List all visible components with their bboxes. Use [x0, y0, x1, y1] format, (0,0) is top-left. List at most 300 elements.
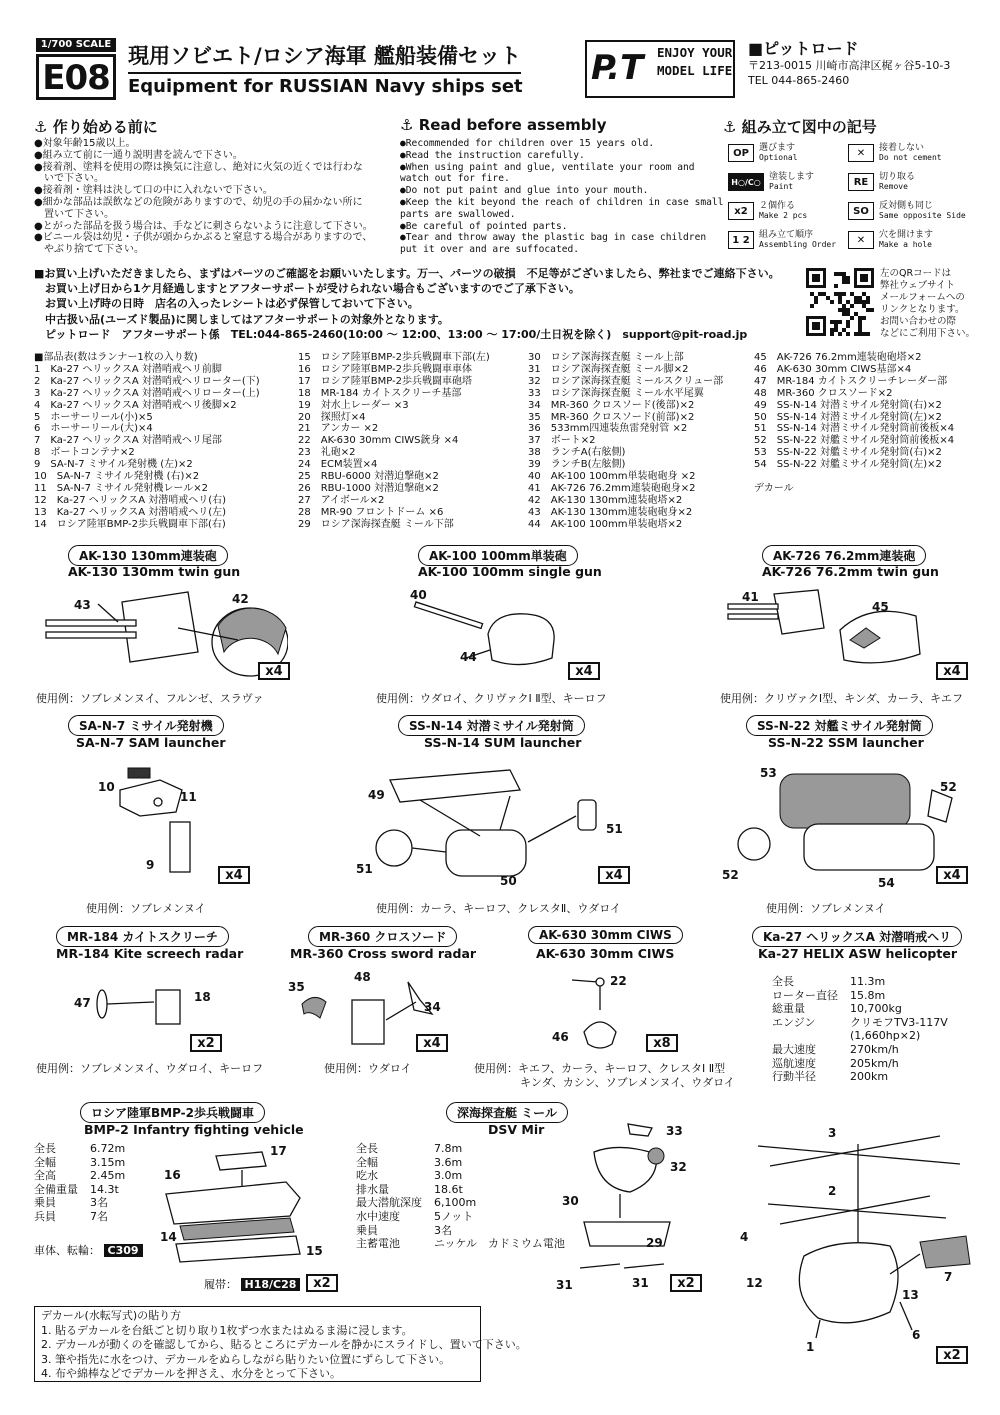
spec-cell: クリモフTV3-117V [850, 1015, 948, 1029]
symbol-legend-icon: RE [848, 173, 874, 191]
mr184-callout-47: 47 [74, 996, 91, 1010]
spec-cell: 最大速度 [772, 1042, 816, 1056]
mr360-arrow [386, 1002, 416, 1020]
ssn14-arrow-1 [420, 800, 480, 836]
san7-usage: 使用例：ソブレメンヌイ [86, 902, 206, 915]
symbol-legend-icon: SO [848, 202, 874, 220]
parts-list-item: 18 MR-184 カイトスクリーチ基部 [298, 387, 462, 399]
caution-item: ●Do not put paint and glue into your mouth. [400, 185, 649, 197]
qr-text-line: 弊社ウェブサイト [880, 280, 955, 291]
parts-list-item: 5 ホーサーリール(小)×5 [34, 411, 153, 423]
caution-item: ●Recommended for children over 15 years old. [400, 138, 655, 149]
ak100-qty-badge: x4 [568, 662, 600, 680]
ka27-diagram [740, 1124, 976, 1354]
symbol-legend-row [728, 225, 846, 254]
ka27-title-en: Ka-27 HELIX ASW helicopter [758, 946, 957, 961]
ssn22-callout-54: 54 [878, 876, 895, 890]
parts-list-item: 44 AK-100 100mm単装砲塔×2 [528, 518, 683, 530]
spec-row [772, 1029, 960, 1043]
symbol-legend-row [848, 225, 970, 254]
spec-row [356, 1183, 577, 1197]
symbol-legend-jp: 塗装します [769, 171, 815, 182]
symbols-heading-text: 組み立て図中の記号 [741, 118, 877, 136]
parts-list-item: 8 ボートコンテナ×2 [34, 447, 135, 459]
notice-line: お買い上げ時の日時 店名の入ったレシートは必ず保管しておいて下さい。 [34, 297, 419, 311]
ka27-rotor-lower [768, 1204, 946, 1218]
mr184-base [156, 990, 180, 1024]
ssn22-end-plate-right [928, 790, 952, 822]
company-address [748, 58, 950, 88]
bmp2-body-label: 車体、転輪： [34, 1244, 100, 1257]
before-en-heading-text: Read before assembly [418, 116, 607, 134]
spec-cell: 7.8m [434, 1142, 463, 1155]
ak630-callout-22: 22 [610, 974, 627, 988]
symbol-legend-icon: ✕ [848, 231, 874, 249]
ka27-qty-badge: x2 [936, 1346, 968, 1364]
mr360-qty-badge: x4 [416, 1034, 448, 1052]
ka27-callout-7: 7 [944, 1270, 953, 1284]
ak130-title-en: AK-130 130mm twin gun [68, 564, 241, 579]
anchor-icon: ⚓ [34, 118, 48, 136]
qr-text-line: 左のQRコードは [880, 268, 952, 279]
ak726-barrel-upper [728, 604, 778, 609]
mr360-front-antenna [302, 997, 326, 1018]
notice-line: 中古扱い品(ユーズド製品)に関しましてはアフターサポートの対象外となります。 [34, 312, 449, 326]
parts-list-item: 13 Ka-27 ヘリックスA 対潜哨戒ヘリ(左) [34, 506, 227, 518]
parts-list-item: 22 AK-630 30mm CIWS銃身 ×4 [298, 435, 459, 447]
spec-row [34, 1142, 137, 1156]
parts-list-item: 52 SS-N-22 対艦ミサイル発射筒前後板×4 [754, 435, 955, 447]
mr184-usage: 使用例：ソブレメンヌイ、ウダロイ、キーロフ [36, 1062, 264, 1075]
parts-list-item: 43 AK-130 130mm連装砲砲身×2 [528, 506, 693, 518]
caution-item: ●Read the instruction carefully. [400, 149, 585, 161]
mr360-callout-34: 34 [424, 1000, 441, 1014]
caution-item: いで下さい。 [34, 173, 104, 185]
san7-qty-badge: x4 [218, 866, 250, 884]
san7-callout-10: 10 [98, 780, 115, 794]
parts-list-item: 46 AK-630 30mm CIWS基部×4 [754, 363, 912, 375]
ak630-qty-badge: x8 [646, 1034, 678, 1052]
ssn14-callout-51a: 51 [606, 822, 623, 836]
spec-cell: 5ノット [434, 1209, 474, 1223]
symbols-left [728, 138, 846, 254]
logo-slogan [657, 44, 732, 80]
parts-list-item: 12 Ka-27 ヘリックスA 対潜哨戒ヘリ(右) [34, 494, 227, 506]
parts-list-item: 37 ボート×2 [528, 435, 596, 447]
parts-list-item: 17 ロシア陸軍BMP-2歩兵戦闘車砲塔 [298, 375, 472, 387]
parts-list-item: 48 MR-360 クロスソード×2 [754, 387, 893, 399]
mir-skid-right [624, 1264, 664, 1268]
anchor-icon: ⚓ [400, 116, 414, 134]
mir-title-jp: 深海探査艇 ミール [446, 1102, 568, 1123]
parts-list-item: 7 Ka-27 ヘリックスA 対潜哨戒ヘリ尾部 [34, 435, 222, 447]
ka27-callout-1: 1 [806, 1340, 815, 1354]
spec-row [356, 1169, 577, 1183]
ak726-callout-41: 41 [742, 590, 759, 604]
qr-description [880, 268, 975, 340]
ssn22-callout-52b: 52 [722, 868, 739, 882]
spec-cell: 全長 [356, 1142, 378, 1155]
tel-line: TEL 044-865-2460 [748, 74, 850, 87]
ssn14-title-jp: SS-N-14 対潜ミサイル発射筒 [398, 715, 585, 736]
spec-row [356, 1224, 577, 1238]
parts-list-item: 28 MR-90 フロントドーム ×6 [298, 506, 444, 518]
caution-item: 置いて下さい。 [34, 208, 114, 220]
ssn14-arrow-2 [500, 796, 510, 830]
parts-list-item: 53 SS-N-22 対艦ミサイル発射筒(右)×2 [754, 447, 942, 459]
symbol-legend-en: Optional [759, 152, 798, 162]
ak100-usage: 使用例：ウダロイ、クリヴァクⅠ Ⅱ型、キーロフ [376, 692, 607, 705]
ak726-title-jp: AK-726 76.2mm連装砲 [762, 545, 926, 566]
parts-list-item: 49 SS-N-14 対潜ミサイル発射筒(右)×2 [754, 399, 942, 411]
spec-cell: 11.3m [850, 975, 886, 988]
symbol-legend-jp: 穴を開けます [879, 229, 934, 240]
mir-qty-badge: x2 [670, 1274, 702, 1292]
ak630-usage-line1: 使用例：キエフ、カーラ、キーロフ、クレスタⅠ Ⅱ型 [474, 1062, 726, 1075]
bmp2-track-code: H18/C28 [241, 1278, 301, 1291]
bmp2-track-paint [204, 1276, 300, 1292]
spec-cell: 全幅 [34, 1155, 56, 1169]
mir-screw [648, 1148, 664, 1164]
parts-list-item: 41 AK-726 76.2mm連装砲砲身×2 [528, 482, 696, 494]
san7-callout-11: 11 [180, 790, 197, 804]
symbol-legend-en: Remove [879, 181, 908, 191]
qr-text-line: リンクとなります。 [880, 304, 965, 315]
bmp2-track-label: 履帯： [204, 1278, 237, 1291]
spec-row [34, 1196, 137, 1210]
before-en-list [400, 138, 723, 256]
symbol-legend-en: Do not cement [879, 152, 942, 162]
qr-text-line: お問い合わせの際 [880, 316, 957, 327]
parts-list-item: 47 MR-184 カイトスクリーチレーダー部 [754, 375, 948, 387]
decal-step: 4. 布や綿棒などでデカールを押さえ、水分をとって下さい。 [41, 1367, 341, 1381]
symbol-legend-text [879, 201, 966, 221]
ssn22-callout-52a: 52 [940, 780, 957, 794]
caution-item: parts are swallowed. [400, 208, 516, 220]
parts-list-item: デカール [754, 482, 794, 494]
ssn14-side-plate [578, 800, 596, 830]
ak100-title-en: AK-100 100mm single gun [418, 564, 602, 579]
ssn14-diagram [360, 760, 620, 890]
parts-list-item: 24 ECM装置×4 [298, 459, 378, 471]
symbol-legend-row [728, 138, 846, 167]
spec-cell: 全高 [34, 1169, 56, 1183]
spec-cell: 3名 [434, 1223, 452, 1237]
bmp2-turret [216, 1152, 266, 1170]
symbol-legend-row [848, 167, 970, 196]
ak630-title-jp: AK-630 30mm CIWS [528, 926, 683, 944]
ak630-title-en: AK-630 30mm CIWS [536, 946, 675, 961]
spec-cell: 兵員 [34, 1209, 56, 1223]
caution-item: ●Be careful of pointed parts. [400, 220, 568, 232]
ka27-front-gear [816, 1320, 820, 1338]
parts-list-item: 51 SS-N-14 対潜ミサイル発射筒前後板×4 [754, 423, 955, 435]
spec-cell: 14.3t [90, 1182, 119, 1196]
bmp2-title-jp: ロシア陸軍BMP-2歩兵戦闘車 [80, 1102, 265, 1123]
mr360-mount [352, 1000, 384, 1044]
parts-list-item: 26 RBU-1000 対潜迫撃砲×2 [298, 482, 439, 494]
mr184-qty-badge: x2 [190, 1034, 222, 1052]
spec-cell: 15.8m [850, 988, 886, 1002]
mir-callout-33: 33 [666, 1124, 683, 1138]
ak130-title-jp: AK-130 130mm連装砲 [68, 545, 228, 566]
parts-list-item: 21 アンカー ×2 [298, 423, 379, 435]
ak100-title-jp: AK-100 100mm単装砲 [418, 545, 578, 566]
caution-item: ●Keep the kit beyond the reach of children in case small [400, 196, 724, 208]
bmp2-lower-right [176, 1236, 300, 1262]
ssn22-callout-53: 53 [760, 766, 777, 780]
ak726-barrel-lower [728, 614, 778, 619]
parts-list-item [754, 471, 954, 483]
san7-title-jp: SA-N-7 ミサイル発射機 [68, 715, 224, 736]
brand-name: ■ピットロード [748, 39, 859, 58]
spec-cell: 乗員 [356, 1223, 378, 1237]
symbol-legend-jp: 切り取る [879, 171, 916, 182]
ka27-rotor-upper-b [770, 1136, 940, 1166]
symbol-legend-en: Assembling Order [759, 239, 837, 249]
parts-list-item: 40 AK-100 100mm単装砲砲身 ×2 [528, 471, 696, 483]
anchor-icon: ⚓ [723, 118, 737, 136]
symbol-legend-text [879, 172, 915, 192]
symbols-heading [723, 116, 877, 137]
after-support-notice [34, 266, 780, 342]
mir-callout-32: 32 [670, 1160, 687, 1174]
parts-list-item: 9 SA-N-7 ミサイル発射機 (左)×2 [34, 459, 193, 471]
mir-callout-30: 30 [562, 1194, 579, 1208]
parts-list-item: 29 ロシア深海探査艇 ミール下部 [298, 518, 454, 530]
mr184-title-jp: MR-184 カイトスクリーチ [56, 926, 229, 947]
symbol-legend-en: Make 2 pcs [759, 210, 808, 220]
parts-list-item: 6 ホーサーリール(大)×4 [34, 423, 153, 435]
spec-row [356, 1210, 577, 1224]
caution-item: ●対象年齢15歳以上。 [34, 138, 136, 149]
spec-cell: 最大潜航深度 [356, 1196, 422, 1210]
parts-list-item: 27 アイボール×2 [298, 494, 385, 506]
san7-top-block [128, 768, 150, 778]
ssn22-tube-lower [804, 824, 934, 870]
ak630-barrel [572, 980, 598, 982]
qr-text-line: メールフォームへの [880, 292, 965, 303]
san7-diagram [100, 760, 220, 880]
parts-list-item: 10 SA-N-7 ミサイル発射機 (右)×2 [34, 471, 200, 483]
san7-rail [170, 822, 190, 872]
parts-list-item: 50 SS-N-14 対潜ミサイル発射筒(左)×2 [754, 411, 942, 423]
symbol-legend-text [879, 143, 942, 163]
parts-list-item: 36 533mm四連装魚雷発射管 ×2 [528, 423, 688, 435]
symbol-legend-jp: 反対側も同じ [879, 200, 934, 211]
spec-cell: (1,660hp×2) [850, 1029, 921, 1043]
spec-cell: 全長 [34, 1142, 56, 1155]
caution-item: やぶり捨てて下さい。 [34, 244, 144, 256]
bmp2-callout-15: 15 [306, 1244, 323, 1258]
ssn14-end-plate [376, 830, 412, 866]
ka27-callout-2: 2 [828, 1184, 837, 1198]
spec-cell: 行動半径 [772, 1070, 816, 1084]
ak130-leader-43 [98, 604, 118, 622]
symbol-legend-jp: 接着しない [879, 142, 925, 153]
spec-cell: 乗員 [34, 1196, 56, 1210]
mir-callout-31a: 31 [556, 1278, 573, 1292]
ssn14-title-en: SS-N-14 SUM launcher [424, 735, 582, 750]
parts-list-item: 23 礼砲×2 [298, 447, 356, 459]
qr-code [806, 268, 874, 336]
spec-cell: 全備重量 [34, 1182, 78, 1196]
before-en-heading [400, 116, 606, 134]
product-code: E08 [36, 54, 116, 100]
spec-cell: 吃水 [356, 1169, 378, 1183]
symbol-legend-icon: ✕ [848, 144, 874, 162]
spec-cell: 270km/h [850, 1042, 899, 1056]
parts-list-item: 32 ロシア深海探査艇 ミールスクリュー部 [528, 375, 724, 387]
mr360-callout-48: 48 [354, 970, 371, 984]
symbol-legend-text [879, 230, 933, 250]
spec-row [772, 975, 960, 989]
spec-row [356, 1237, 577, 1251]
symbol-legend-jp: ２個作る [759, 200, 796, 211]
spec-row [772, 1057, 960, 1071]
ka27-callout-3: 3 [828, 1126, 837, 1140]
parts-list-item: 34 MR-360 クロスソード(後部)×2 [528, 399, 695, 411]
mr184-callout-18: 18 [194, 990, 211, 1004]
spec-row [772, 989, 960, 1003]
bmp2-callout-17: 17 [270, 1144, 287, 1158]
decal-title: デカール(水転写式)の貼り方 [41, 1309, 182, 1322]
parts-list-col4 [754, 352, 954, 495]
spec-row [772, 1002, 960, 1016]
scale-label: 1/700 SCALE [36, 38, 116, 52]
ak130-barrel-lower [46, 632, 136, 638]
parts-list-col2 [298, 352, 490, 531]
parts-list-item: 31 ロシア深海探査艇 ミール脚×2 [528, 363, 689, 375]
ssn22-qty-badge: x4 [936, 866, 968, 884]
spec-cell: 全長 [772, 975, 794, 988]
ssn14-tube-body [446, 830, 526, 876]
spec-cell: 主蓄電池 [356, 1237, 400, 1251]
ka27-tail [920, 1236, 970, 1268]
parts-list-item: 35 MR-360 クロスソード(前部)×2 [528, 411, 695, 423]
decal-step: 1. 貼るデカールを台紙ごと切り取り1枚ずつ水またはぬるま湯に浸します。 [41, 1323, 413, 1337]
ka27-callout-13: 13 [902, 1288, 919, 1302]
bmp2-body-paint [34, 1242, 143, 1258]
symbol-legend-row [848, 196, 970, 225]
parts-list-item: 38 ランチA(右舷側) [528, 447, 626, 459]
spec-cell: 巡航速度 [772, 1056, 816, 1070]
spec-row [34, 1169, 137, 1183]
ssn14-arrow-4 [412, 848, 446, 852]
bmp2-hull [166, 1182, 300, 1224]
mir-callout-29: 29 [646, 1236, 663, 1250]
ka27-callout-4: 4 [740, 1230, 749, 1244]
mir-skid-left [580, 1264, 620, 1268]
symbols-right [848, 138, 970, 254]
symbol-legend-jp: 組み立て順序 [759, 229, 814, 240]
san7-launcher-body [120, 780, 182, 816]
ssn22-title-jp: SS-N-22 対艦ミサイル発射筒 [746, 715, 933, 736]
before-jp-heading-text: 作り始める前に [52, 118, 158, 136]
ak630-base [584, 1022, 616, 1048]
mr360-title-en: MR-360 Cross sword radar [290, 946, 477, 961]
spec-row [772, 1016, 960, 1030]
ssn14-callout-49: 49 [368, 788, 385, 802]
ssn22-tube-upper [780, 774, 910, 828]
spec-cell: 6,100m [434, 1196, 477, 1210]
ak100-barrel [414, 602, 482, 628]
notice-line: お買い上げ日から1ケ月経過しますとアフターサポートが受けられない場合もございますのでご了承下さい。 [34, 282, 580, 296]
ak130-turret [122, 592, 198, 662]
ak726-qty-badge: x4 [936, 662, 968, 680]
mir-tail-fin [628, 1124, 652, 1136]
spec-cell: 2.45m [90, 1169, 126, 1183]
ak130-diagram [38, 582, 288, 682]
ak100-turret [488, 614, 554, 665]
address-line: 〒213-0015 川崎市高津区梶ヶ谷5-10-3 [748, 59, 951, 72]
symbol-legend-icon: 1 2 [728, 231, 754, 249]
mir-upper-hull [594, 1147, 656, 1192]
parts-list-item: 2 Ka-27 ヘリックスA 対潜哨戒ヘリローター(下) [34, 375, 260, 387]
spec-cell: 6.72m [90, 1142, 126, 1155]
ak726-turret-top [774, 590, 824, 634]
logo-slogan-line2: MODEL LIFE [657, 63, 733, 78]
ka27-rotor-lower-b [780, 1196, 930, 1224]
spec-row [34, 1210, 137, 1224]
bmp2-callout-14: 14 [160, 1230, 177, 1244]
symbol-legend-icon: H○/C○ [728, 173, 764, 191]
spec-row [772, 1070, 960, 1084]
spec-cell: エンジン [772, 1015, 816, 1029]
parts-list-item: 3 Ka-27 ヘリックスA 対潜哨戒ヘリローター(上) [34, 387, 260, 399]
san7-rail-joint [154, 798, 162, 806]
spec-cell: 7名 [90, 1209, 108, 1223]
spec-row [356, 1156, 577, 1170]
symbol-legend-icon: OP [728, 144, 754, 162]
parts-list-col3 [528, 352, 723, 531]
spec-row [772, 1043, 960, 1057]
ak630-usage-line2: キンダ、カシン、ソブレメンヌイ、ウダロイ [520, 1076, 735, 1089]
parts-list-item: 16 ロシア陸軍BMP-2歩兵戦闘車車体 [298, 363, 472, 375]
qr-text-line: などにご利用下さい。 [880, 328, 976, 339]
decal-steps [41, 1323, 527, 1382]
spec-row [356, 1142, 577, 1156]
ssn22-title-en: SS-N-22 SSM launcher [768, 735, 924, 750]
ka27-callout-6: 6 [912, 1328, 921, 1342]
symbol-legend-row [728, 167, 846, 196]
ssn14-callout-51b: 51 [356, 862, 373, 876]
symbol-legend-text [759, 230, 836, 250]
spec-cell [772, 1029, 850, 1043]
ssn14-usage: 使用例：カーラ、キーロフ、クレスタⅡ、ウダロイ [376, 902, 621, 915]
parts-list-item: 25 RBU-6000 対潜迫撃砲×2 [298, 471, 439, 483]
caution-item: ●とがった部品を扱う場合は、手などに刺さらないように注意して下さい。 [34, 220, 373, 232]
parts-list-item: 33 ロシア深海探査艇 ミール水平尾翼 [528, 387, 704, 399]
mr184-title-en: MR-184 Kite screech radar [56, 946, 244, 961]
mr184-radar-dish [97, 990, 107, 1018]
parts-list-item: 4 Ka-27 ヘリックスA 対潜哨戒ヘリ後脚×2 [34, 399, 237, 411]
ak130-usage: 使用例：ソブレメンヌイ、フルンゼ、スラヴァ [36, 692, 264, 705]
caution-item: put it over and are suffocated. [400, 244, 580, 256]
san7-title-en: SA-N-7 SAM launcher [76, 735, 226, 750]
before-jp-list [34, 138, 373, 256]
ak726-turret-base [840, 611, 920, 663]
ka27-fuselage [799, 1243, 898, 1323]
ak130-qty-badge: x4 [258, 662, 290, 680]
parts-list-item: 39 ランチB(左舷側) [528, 459, 626, 471]
parts-list-item: 20 探照灯×4 [298, 411, 366, 423]
mir-diagram [560, 1118, 710, 1288]
mr360-usage: 使用例：ウダロイ [324, 1062, 412, 1075]
ka27-rotor-upper [758, 1146, 960, 1164]
ak100-callout-44: 44 [460, 650, 477, 664]
symbol-legend-icon: x2 [728, 202, 754, 220]
